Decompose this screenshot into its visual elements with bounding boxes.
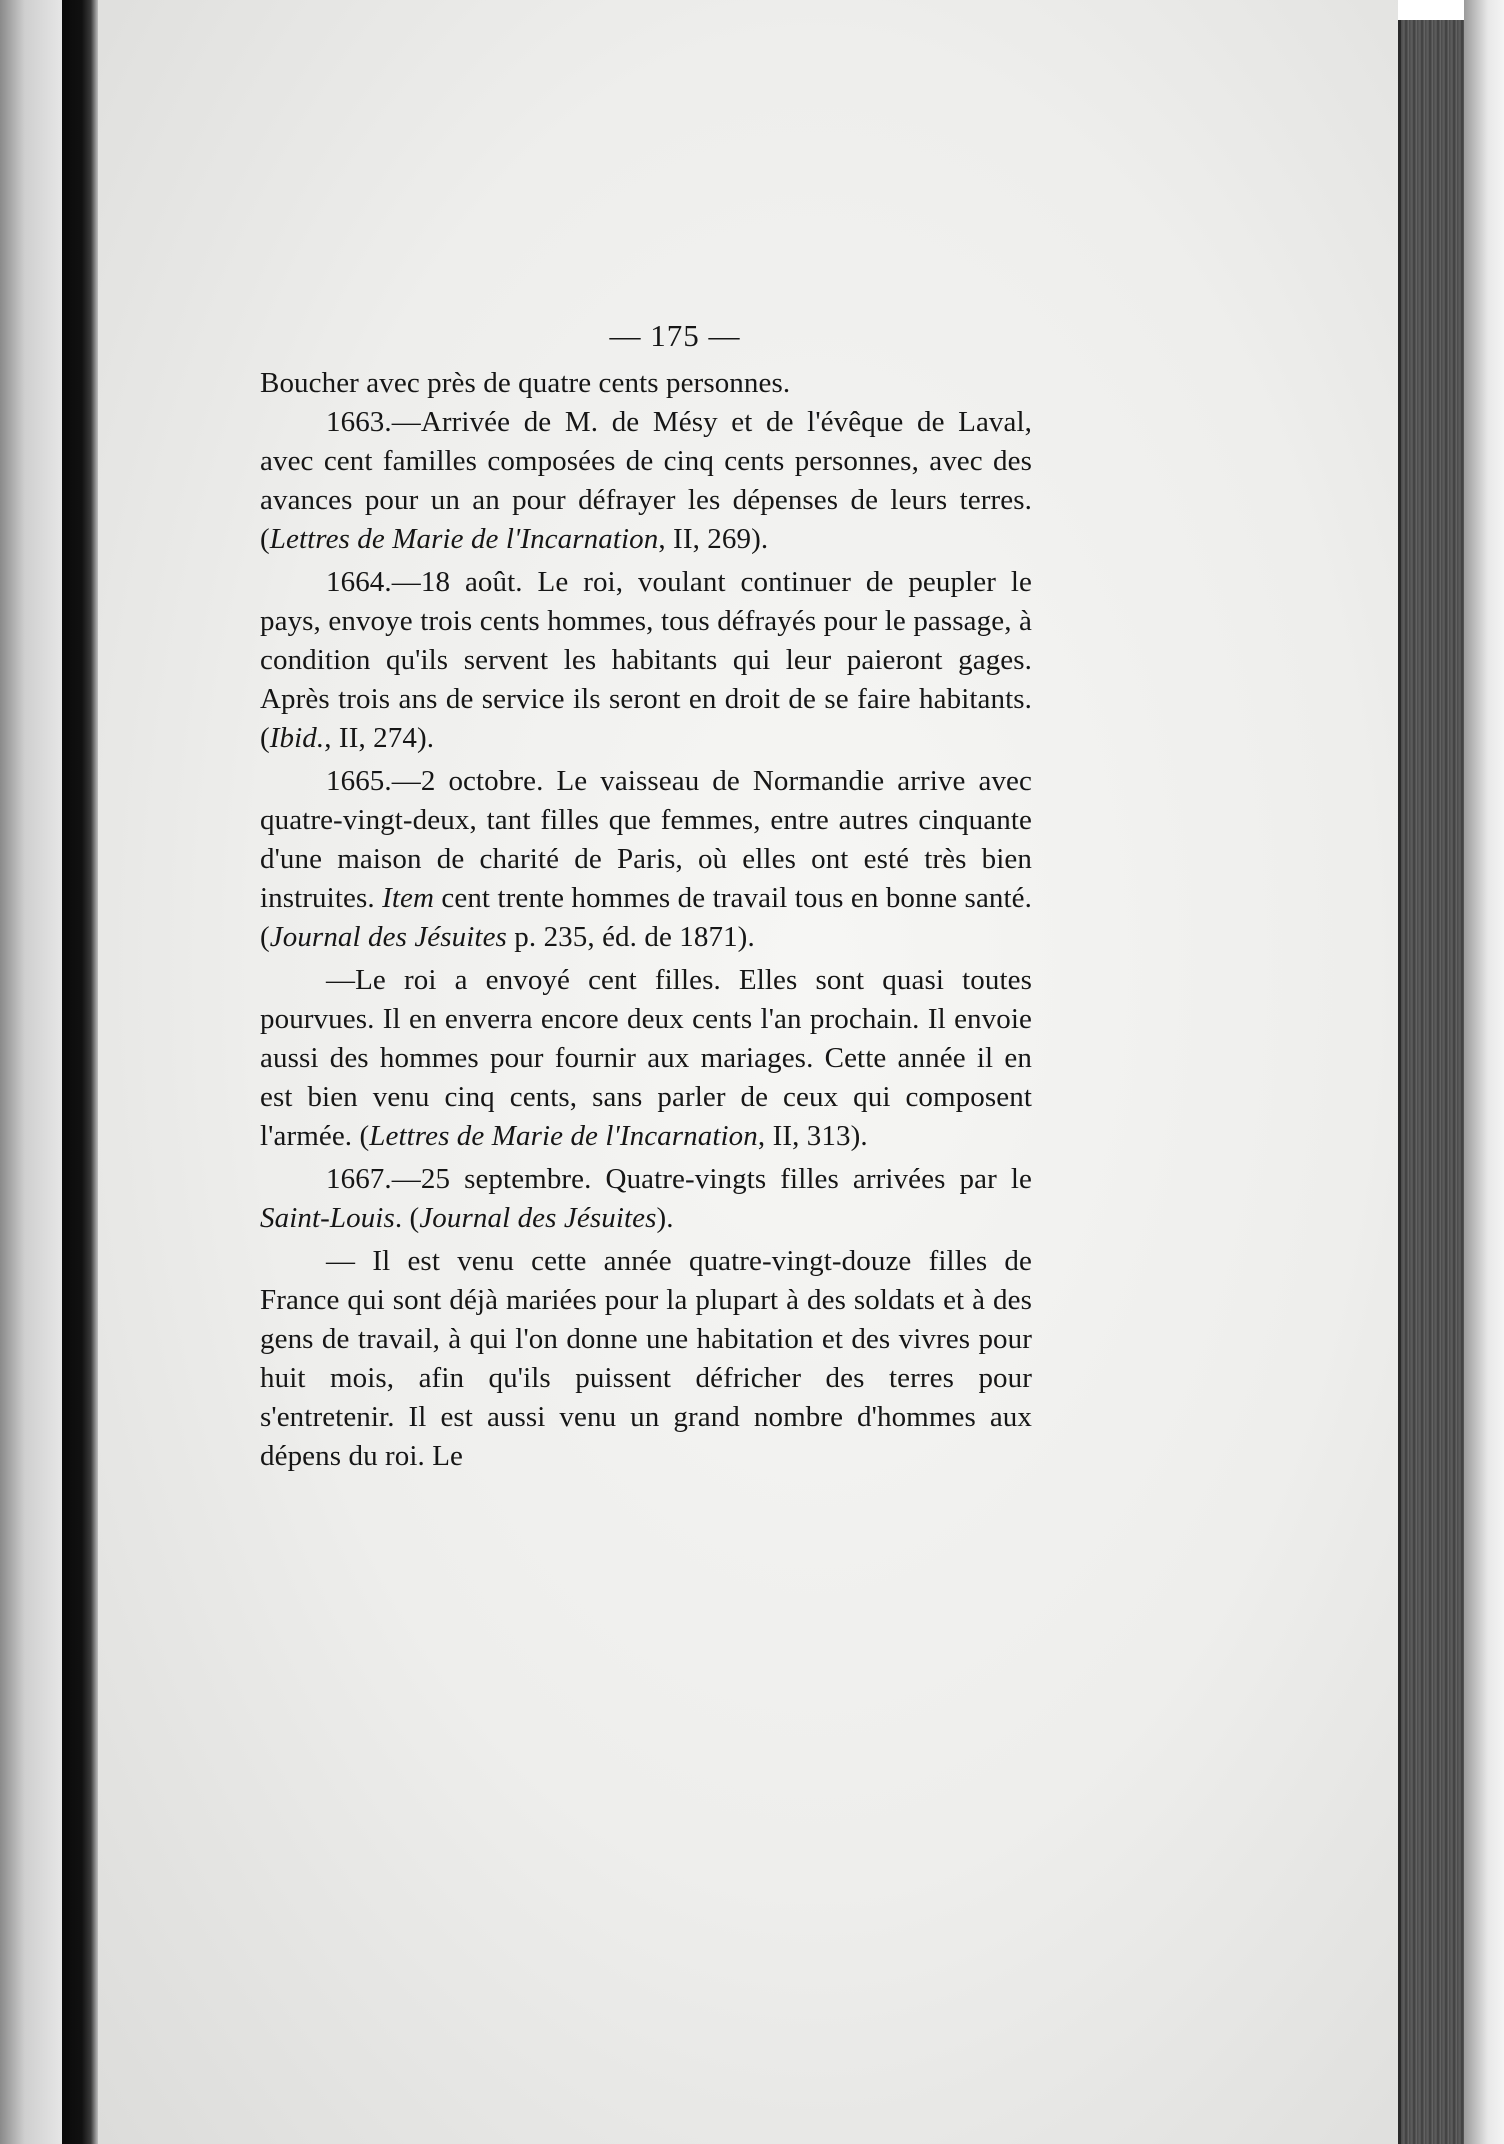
- text-run: , II, 269).: [658, 523, 769, 555]
- paragraph: [260, 961, 1032, 1156]
- text-run: . (: [394, 1202, 420, 1234]
- italic-citation: Lettres de Marie de l'Incarnation: [369, 1120, 758, 1152]
- paragraph: [260, 1160, 1032, 1238]
- italic-citation: Ibid.: [269, 722, 325, 754]
- text-run: Boucher avec près de quatre cents personnes.: [260, 367, 791, 399]
- text-run: p. 235, éd. de 1871).: [506, 921, 755, 953]
- text-run: cent trente hommes de travail tous en bonne santé. (: [260, 882, 1032, 953]
- italic-ship-name: Saint-Louis: [260, 1202, 395, 1234]
- text-run: , II, 274).: [324, 722, 435, 754]
- paragraph: [260, 762, 1032, 957]
- page-number: — 175 —: [609, 318, 741, 353]
- text-run: — Il est venu cette année quatre-vingt-douze filles de France qui sont déjà mariées pour la plupart à des soldats et à des gens de travail, à qui l'on donne une habitation et des vivres pour huit mois, afin qu'ils puissent défricher des terres pour s'entretenir. Il est aussi venu un grand nombre d'hommes aux dépens du roi. Le: [260, 1245, 1032, 1472]
- paragraph: [260, 364, 1032, 403]
- text-run: , II, 313).: [757, 1120, 868, 1152]
- page-stack-edge: [1398, 20, 1467, 2144]
- italic-citation: Lettres de Marie de l'Incarnation: [269, 523, 659, 555]
- paragraph: [260, 563, 1032, 758]
- page-text-block: [260, 298, 1032, 1476]
- text-run: 1665.—2 octobre. Le vaisseau de Normandie arrive avec quatre-vingt-deux, tant filles que femmes, entre autres cinquante d'une maison de charité de Paris, où elles ont esté très bien instruites.: [260, 765, 1032, 914]
- italic-citation: Journal des Jésuites: [269, 921, 507, 953]
- right-margin-edge: [1464, 0, 1504, 2144]
- italic-citation: Item: [382, 882, 434, 914]
- paragraph: [260, 1242, 1032, 1476]
- text-run: 1667.—25 septembre. Quatre-vingts filles arrivées par le: [326, 1163, 1032, 1195]
- text-run: ).: [656, 1202, 674, 1234]
- facing-page-edge: [0, 0, 62, 2144]
- text-run: 1664.—18 août. Le roi, voulant continuer de peupler le pays, envoye trois cents hommes, tous défrayés pour le passage, à condition qu'ils servent les habitants qui leur paieront gages. Après trois ans de service ils seront en droit de se faire habitants. (: [260, 566, 1032, 754]
- text-run: 1663.—Arrivée de M. de Mésy et de l'évêque de Laval, avec cent familles composées de cinq cents personnes, avec des avances pour un an pour défrayer les dépenses de leurs terres. (: [260, 406, 1032, 555]
- text-run: —Le roi a envoyé cent filles. Elles sont quasi toutes pourvues. Il en enverra encore deux cents l'an prochain. Il envoie aussi des hommes pour fournir aux mariages. Cette année il en est bien venu cinq cents, sans parler de ceux qui composent l'armée. (: [260, 964, 1032, 1152]
- italic-citation: Journal des Jésuites: [419, 1202, 657, 1234]
- binding-gutter: [62, 0, 98, 2144]
- paragraph: [260, 403, 1032, 559]
